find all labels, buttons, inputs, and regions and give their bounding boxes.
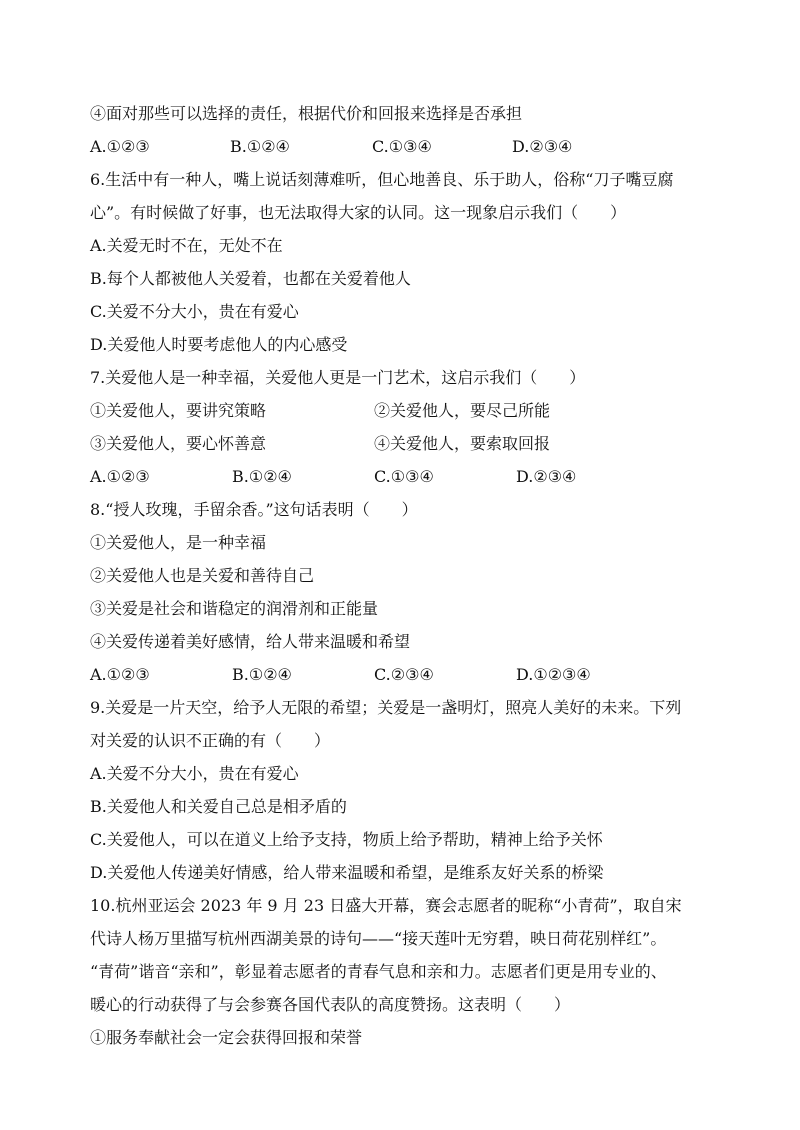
q7-item-1: ①关爱他人，要讲究策略 (90, 401, 267, 420)
q9-option-c: C.关爱他人，可以在道义上给予支持，物质上给予帮助，精神上给予关怀 (90, 830, 603, 849)
q5-item-4: ④面对那些可以选择的责任，根据代价和回报来选择是否承担 (90, 104, 523, 123)
q7-option-a: A.①②③ (90, 467, 150, 486)
q7-item-3: ③关爱他人，要心怀善意 (90, 434, 267, 453)
q6-option-b: B.每个人都被他人关爱着，也都在关爱着他人 (90, 269, 411, 288)
q10-stem-line-3: “青荷”谐音“亲和”，彰显着志愿者的青春气息和亲和力。志愿者们更是用专业的、 (90, 962, 667, 981)
q8-item-1: ①关爱他人，是一种幸福 (90, 533, 267, 552)
q9-option-d: D.关爱他人传递美好情感，给人带来温暖和希望，是维系友好关系的桥梁 (90, 863, 604, 882)
q10-stem-line-2: 代诗人杨万里描写杭州西湖美景的诗句——“接天莲叶无穷碧，映日荷花别样红”。 (90, 929, 667, 948)
q8-item-4: ④关爱传递着美好感情，给人带来温暖和希望 (90, 632, 411, 651)
q10-item-1: ①服务奉献社会一定会获得回报和荣誉 (90, 1028, 363, 1047)
q6-option-d: D.关爱他人时要考虑他人的内心感受 (90, 335, 348, 354)
q6-stem-line-2: 心”。有时候做了好事，也无法取得大家的认同。这一现象启示我们（ ） (90, 203, 627, 222)
q7-option-b: B.①②④ (232, 467, 292, 486)
q8-option-b: B.①②④ (232, 665, 292, 684)
q7-item-2: ②关爱他人，要尽己所能 (374, 401, 551, 420)
q7-item-4: ④关爱他人，要索取回报 (374, 434, 551, 453)
q9-stem-line-1: 9.关爱是一片天空，给予人无限的希望；关爱是一盏明灯，照亮人美好的未来。下列 (90, 698, 682, 717)
q9-option-b: B.关爱他人和关爱自己总是相矛盾的 (90, 797, 347, 816)
q7-option-c: C.①③④ (374, 467, 434, 486)
q5-option-c: C.①③④ (372, 137, 432, 156)
q8-option-a: A.①②③ (90, 665, 150, 684)
q5-option-b: B.①②④ (230, 137, 290, 156)
q6-option-c: C.关爱不分大小，贵在有爱心 (90, 302, 299, 321)
q8-option-d: D.①②③④ (516, 665, 591, 684)
q7-option-d: D.②③④ (516, 467, 577, 486)
q9-stem-line-2: 对关爱的认识不正确的有（ ） (90, 731, 331, 750)
q5-option-a: A.①②③ (90, 137, 150, 156)
q8-item-3: ③关爱是社会和谐稳定的润滑剂和正能量 (90, 599, 379, 618)
q8-item-2: ②关爱他人也是关爱和善待自己 (90, 566, 315, 585)
q8-option-c: C.②③④ (374, 665, 434, 684)
q9-option-a: A.关爱不分大小，贵在有爱心 (90, 764, 299, 783)
q6-stem-line-1: 6.生活中有一种人，嘴上说话刻薄难听，但心地善良、乐于助人，俗称“刀子嘴豆腐 (90, 170, 674, 189)
q5-option-d: D.②③④ (512, 137, 573, 156)
q10-stem-line-4: 暖心的行动获得了与会参赛各国代表队的高度赞扬。这表明（ ） (90, 995, 571, 1014)
q6-option-a: A.关爱无时不在，无处不在 (90, 236, 283, 255)
q8-stem: 8.“授人玫瑰，手留余香。”这句话表明（ ） (90, 500, 418, 519)
q7-stem: 7.关爱他人是一种幸福，关爱他人更是一门艺术，这启示我们（ ） (90, 368, 586, 387)
q10-stem-line-1: 10.杭州亚运会 2023 年 9 月 23 日盛大开幕，赛会志愿者的昵称“小青荷”，取自宋 (90, 896, 682, 915)
